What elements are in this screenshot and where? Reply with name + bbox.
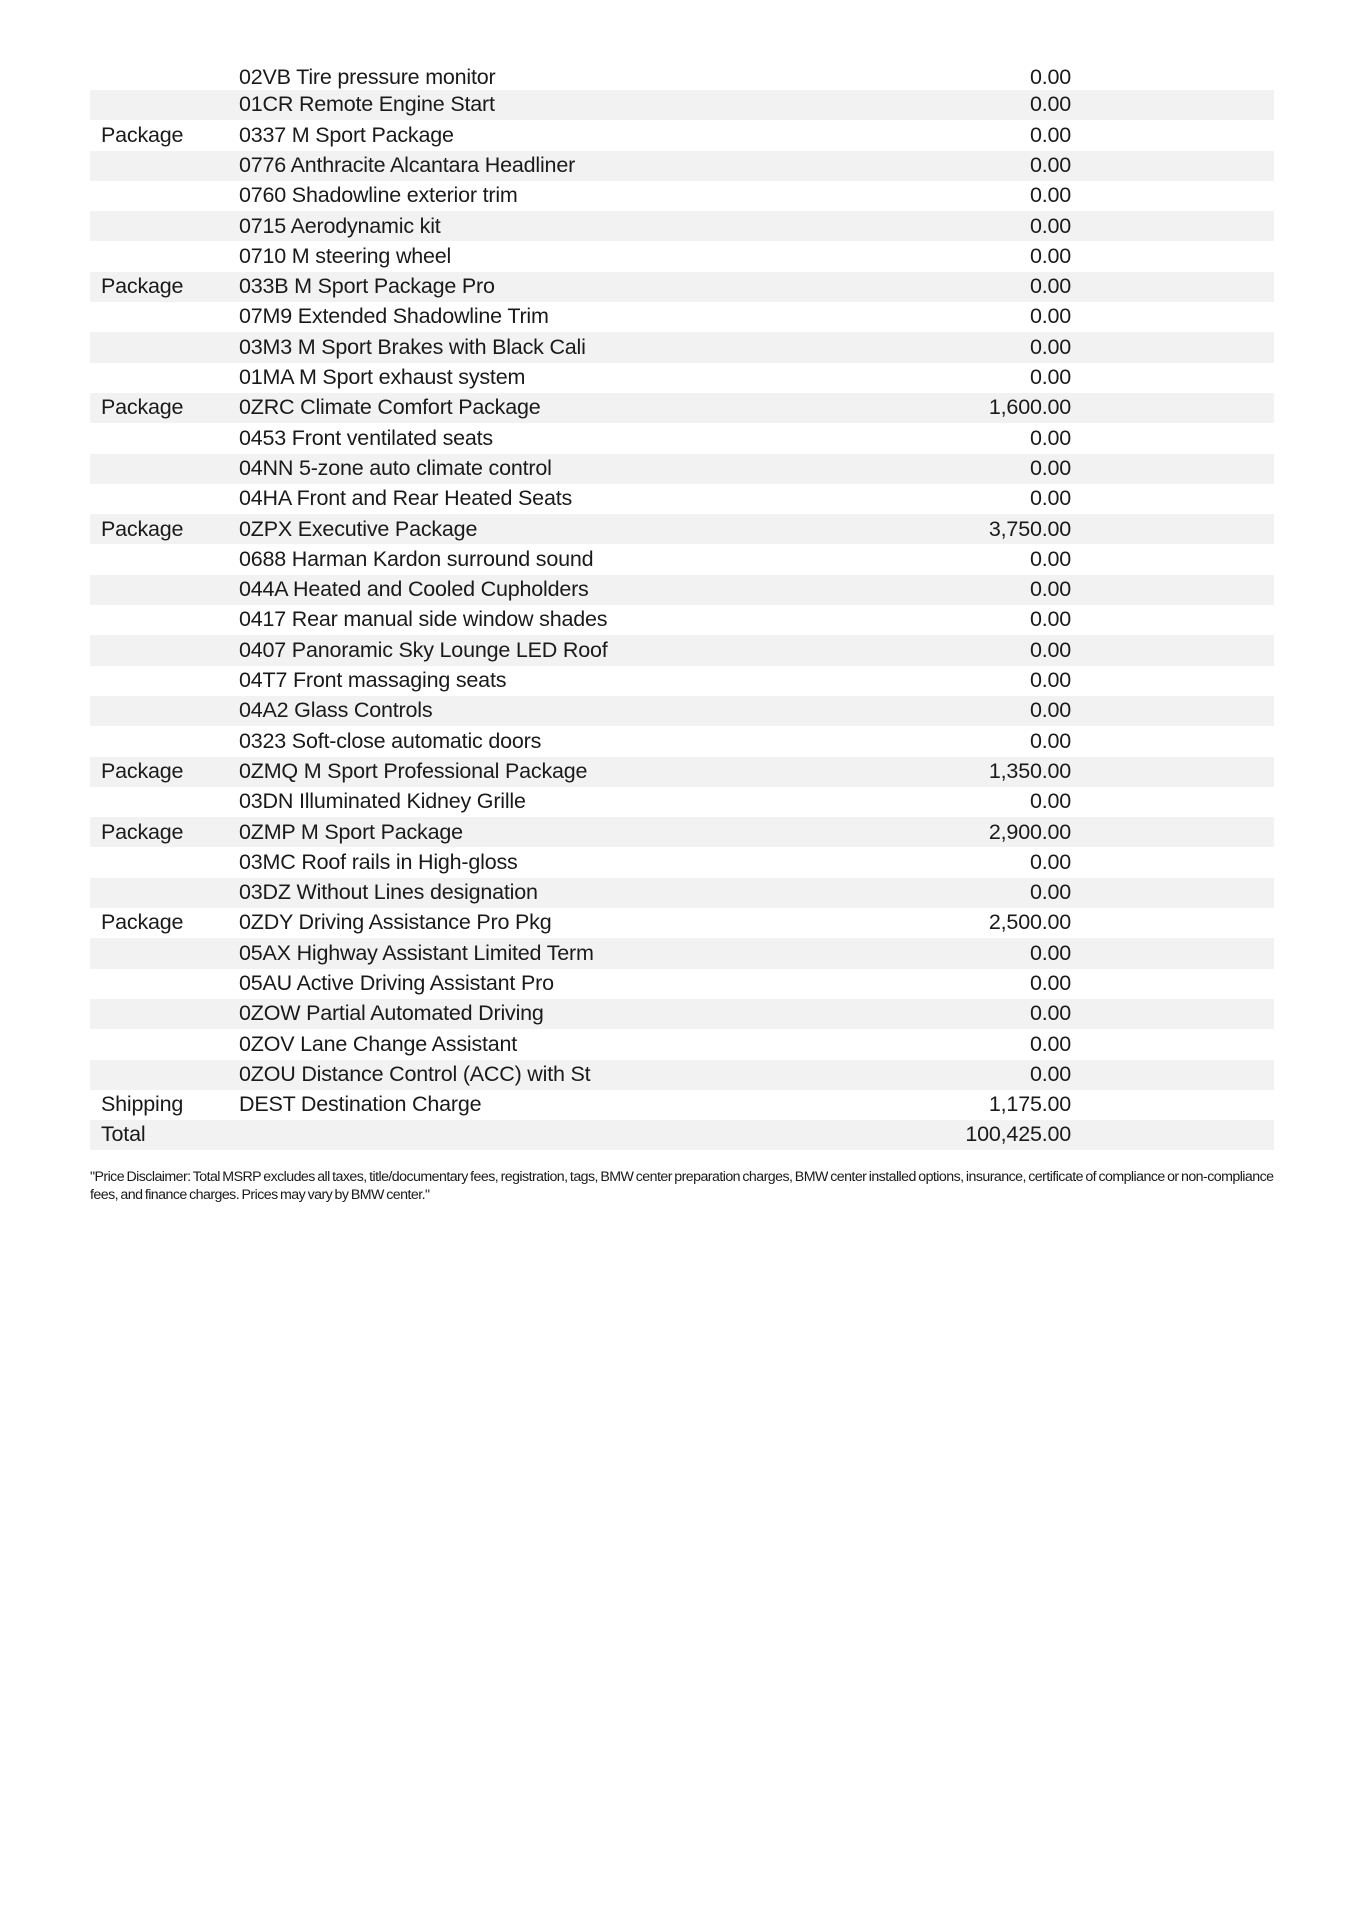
row-description: 0ZRC Climate Comfort Package <box>239 395 541 420</box>
row-category: Total <box>101 1122 146 1147</box>
row-description: 0ZPX Executive Package <box>239 516 478 541</box>
row-description <box>239 1120 839 1150</box>
table-row <box>90 211 1274 241</box>
row-category <box>101 151 226 181</box>
row-category <box>101 1060 226 1090</box>
table-row <box>90 847 1274 877</box>
row-price: 0.00 <box>1029 65 1071 90</box>
row-category <box>101 666 226 696</box>
row-category: Package <box>101 516 184 541</box>
total-price: 100,425.00 <box>965 1122 1071 1147</box>
row-category <box>101 454 226 484</box>
row-price: 0.00 <box>1029 668 1071 693</box>
row-category <box>101 787 226 817</box>
options-table <box>90 66 1274 1150</box>
table-row <box>90 241 1274 271</box>
row-category <box>101 1029 226 1059</box>
table-row <box>90 575 1274 605</box>
row-description: 07M9 Extended Shadowline Trim <box>239 304 549 329</box>
row-category <box>101 696 226 726</box>
row-price: 2,900.00 <box>988 819 1071 844</box>
table-row <box>90 605 1274 635</box>
row-price: 0.00 <box>1029 455 1071 480</box>
row-price: 0.00 <box>1029 728 1071 753</box>
row-description: 04A2 Glass Controls <box>239 698 433 723</box>
row-price: 0.00 <box>1029 274 1071 299</box>
row-category <box>101 726 226 756</box>
table-row <box>90 757 1274 787</box>
table-row <box>90 908 1274 938</box>
row-category <box>101 847 226 877</box>
table-row <box>90 393 1274 423</box>
row-category <box>101 90 226 120</box>
table-row <box>90 484 1274 514</box>
row-category <box>101 302 226 332</box>
row-category <box>101 544 226 574</box>
row-description: 0ZOU Distance Control (ACC) with St <box>239 1061 591 1086</box>
row-description: 05AU Active Driving Assistant Pro <box>239 971 554 995</box>
row-category: Shipping <box>101 1092 184 1117</box>
table-row <box>90 1029 1274 1059</box>
row-description: 0ZMP M Sport Package <box>239 819 463 844</box>
row-description: 01MA M Sport exhaust system <box>239 365 526 390</box>
table-row <box>90 1090 1274 1120</box>
row-category <box>101 635 226 665</box>
row-price: 1,600.00 <box>988 395 1071 420</box>
row-category <box>101 878 226 908</box>
row-category: Package <box>101 910 184 935</box>
row-description: 02VB Tire pressure monitor <box>239 65 496 90</box>
row-price: 0.00 <box>1029 1061 1071 1086</box>
row-price: 0.00 <box>1029 1031 1071 1056</box>
row-description: DEST Destination Charge <box>239 1092 482 1117</box>
row-category: Package <box>101 395 184 420</box>
row-price: 0.00 <box>1029 1001 1071 1026</box>
row-price: 0.00 <box>1029 425 1071 450</box>
row-price: 1,350.00 <box>988 758 1071 783</box>
row-category <box>101 241 226 271</box>
row-category <box>101 969 226 999</box>
row-price: 0.00 <box>1029 486 1071 511</box>
row-description: 0760 Shadowline exterior trim <box>239 183 518 208</box>
row-category <box>101 332 226 362</box>
table-row <box>90 90 1274 120</box>
table-row <box>90 817 1274 847</box>
table-row <box>90 696 1274 726</box>
row-description: 01CR Remote Engine Start <box>239 92 495 117</box>
row-category <box>101 181 226 211</box>
row-description: 0710 M steering wheel <box>239 243 452 268</box>
row-price: 0.00 <box>1029 92 1071 117</box>
row-category <box>101 211 226 241</box>
row-description: 033B M Sport Package Pro <box>239 274 495 299</box>
row-category: Package <box>101 819 184 844</box>
row-description: 05AX Highway Assistant Limited Term <box>239 940 594 965</box>
row-description: 03MC Roof rails in High-gloss <box>239 849 518 874</box>
row-description: 0776 Anthracite Alcantara Headliner <box>239 152 576 177</box>
row-category <box>101 999 226 1029</box>
table-row <box>90 1060 1274 1090</box>
table-row <box>90 423 1274 453</box>
table-row <box>90 272 1274 302</box>
row-description: 0688 Harman Kardon surround sound <box>239 546 594 571</box>
row-description: 0ZMQ M Sport Professional Package <box>239 758 588 783</box>
row-price: 0.00 <box>1029 304 1071 329</box>
table-row <box>90 302 1274 332</box>
row-price: 0.00 <box>1029 122 1071 147</box>
table-row <box>90 878 1274 908</box>
row-description: 0ZOW Partial Automated Driving <box>239 1001 544 1026</box>
row-description: 044A Heated and Cooled Cupholders <box>239 577 589 602</box>
row-price: 0.00 <box>1029 183 1071 208</box>
price-disclaimer: "Price Disclaimer: Total MSRP excludes all taxes, title/documentary fees, registration, tags, BMW center preparation charges, BMW center installed options, insurance, certificate of compliance or non-compliance fees, and finance charges. Prices may vary by BMW center." <box>90 1169 1274 1203</box>
table-row <box>90 787 1274 817</box>
row-price: 0.00 <box>1029 971 1071 995</box>
row-category: Package <box>101 274 184 299</box>
table-row <box>90 181 1274 211</box>
row-description: 04HA Front and Rear Heated Seats <box>239 486 573 511</box>
row-category <box>101 484 226 514</box>
row-category: Package <box>101 122 184 147</box>
row-description: 04T7 Front massaging seats <box>239 668 507 693</box>
table-row <box>90 938 1274 968</box>
row-price: 0.00 <box>1029 213 1071 238</box>
row-description: 0ZDY Driving Assistance Pro Pkg <box>239 910 552 935</box>
row-description: 0ZOV Lane Change Assistant <box>239 1031 518 1056</box>
table-row <box>90 332 1274 362</box>
table-row <box>90 363 1274 393</box>
row-category <box>101 423 226 453</box>
row-category: Package <box>101 758 184 783</box>
row-price: 0.00 <box>1029 637 1071 662</box>
row-category <box>101 363 226 393</box>
row-price: 0.00 <box>1029 880 1071 905</box>
row-category <box>101 605 226 635</box>
row-price: 0.00 <box>1029 940 1071 965</box>
table-row <box>90 726 1274 756</box>
table-row <box>90 544 1274 574</box>
table-row <box>90 66 1274 90</box>
row-price: 0.00 <box>1029 365 1071 390</box>
row-price: 0.00 <box>1029 334 1071 359</box>
row-description: 04NN 5-zone auto climate control <box>239 455 552 480</box>
row-description: 0337 M Sport Package <box>239 122 454 147</box>
row-price: 0.00 <box>1029 577 1071 602</box>
table-row <box>90 635 1274 665</box>
table-row <box>90 666 1274 696</box>
row-category <box>101 938 226 968</box>
row-price: 0.00 <box>1029 546 1071 571</box>
row-description: 0323 Soft-close automatic doors <box>239 728 542 753</box>
row-price: 1,175.00 <box>988 1092 1071 1117</box>
row-description: 0417 Rear manual side window shades <box>239 607 608 632</box>
row-category <box>101 575 226 605</box>
row-description: 0715 Aerodynamic kit <box>239 213 441 238</box>
table-row <box>90 120 1274 150</box>
row-price: 0.00 <box>1029 789 1071 814</box>
row-price: 2,500.00 <box>988 910 1071 935</box>
row-description: 03M3 M Sport Brakes with Black Cali <box>239 334 586 359</box>
row-price: 0.00 <box>1029 243 1071 268</box>
row-price: 3,750.00 <box>988 516 1071 541</box>
table-row <box>90 514 1274 544</box>
total-row <box>90 1120 1274 1150</box>
table-row <box>90 454 1274 484</box>
row-description: 0453 Front ventilated seats <box>239 425 493 450</box>
row-price: 0.00 <box>1029 152 1071 177</box>
row-price: 0.00 <box>1029 607 1071 632</box>
table-row <box>90 969 1274 999</box>
table-row <box>90 999 1274 1029</box>
row-description: 03DN Illuminated Kidney Grille <box>239 789 526 814</box>
row-price: 0.00 <box>1029 698 1071 723</box>
row-price: 0.00 <box>1029 849 1071 874</box>
table-row <box>90 151 1274 181</box>
row-description: 03DZ Without Lines designation <box>239 880 538 905</box>
row-category <box>101 66 226 90</box>
row-description: 0407 Panoramic Sky Lounge LED Roof <box>239 637 608 662</box>
